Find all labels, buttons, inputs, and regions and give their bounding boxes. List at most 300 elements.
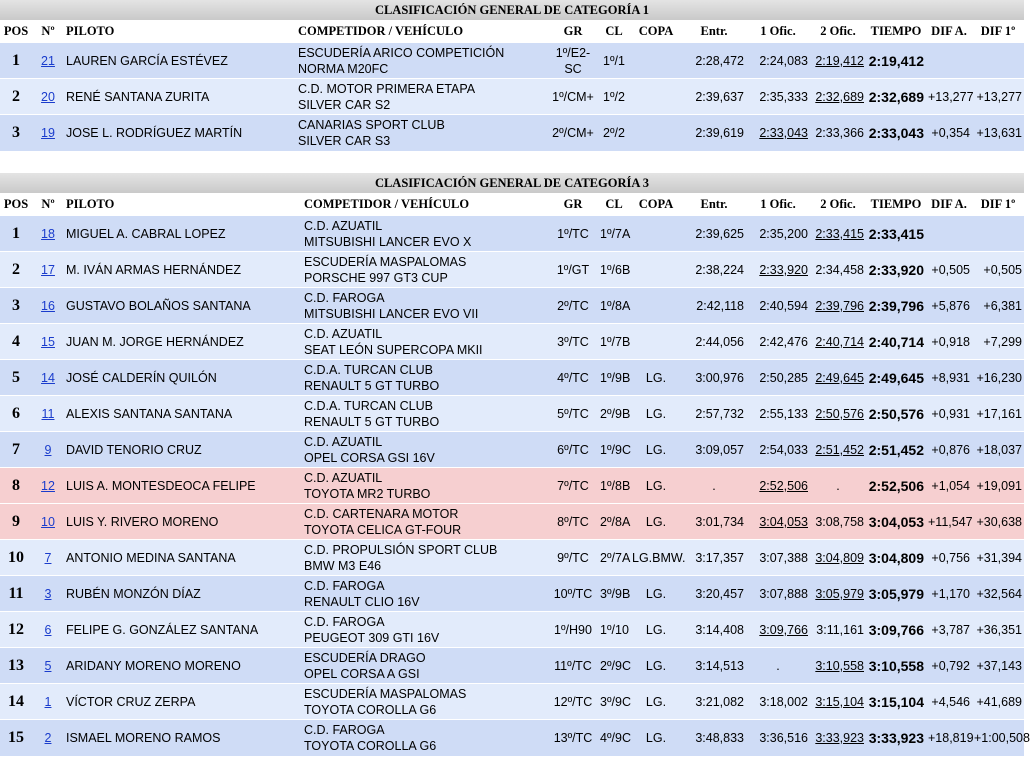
training-time-cell	[682, 684, 746, 720]
driver-number-link[interactable]: 6	[44, 622, 52, 637]
competitor-name: C.D.A. TURCAN CLUB	[304, 398, 433, 413]
class-cell: 4º/9C	[598, 720, 630, 756]
time-ofic1: 2:24,083	[759, 53, 808, 68]
official-1-time-cell	[746, 252, 810, 288]
class-cell: 2º/9C	[598, 648, 630, 684]
class-cell: 2º/9B	[598, 396, 630, 432]
official-1-time-cell	[746, 360, 810, 396]
vehicle-name: TOYOTA COROLLA G6	[304, 738, 437, 753]
time-ofic2: 3:04,809	[815, 550, 864, 565]
diff-previous-cell: +11,547	[926, 504, 972, 540]
header-num: Nº	[32, 193, 64, 216]
time-ofic2: 3:11,161	[816, 622, 864, 637]
competitor-vehicle-cell	[302, 252, 548, 288]
table-row	[0, 468, 1024, 504]
competitor-vehicle-cell	[302, 648, 548, 684]
driver-number-link[interactable]: 5	[44, 658, 52, 673]
final-time-cell: 3:04,053	[866, 504, 926, 540]
official-2-time-cell	[810, 360, 866, 396]
training-time-cell	[682, 216, 746, 252]
official-2-time-cell	[810, 216, 866, 252]
driver-number-link[interactable]: 21	[41, 53, 55, 68]
vehicle-name: SILVER CAR S2	[298, 97, 391, 112]
time-ofic1: 2:54,033	[759, 442, 808, 457]
time-ofic1: 3:04,053	[759, 514, 808, 529]
competitor-name: C.D. AZUATIL	[304, 326, 383, 341]
time-ofic1: 2:55,133	[759, 406, 808, 421]
header-ofic1: 1 Ofic.	[746, 193, 810, 216]
diff-leader-cell: +41,689	[972, 684, 1024, 720]
cup-cell: LG.	[630, 504, 682, 540]
header-difa: DIF A.	[926, 193, 972, 216]
official-2-time-cell	[810, 115, 866, 151]
training-time-cell	[682, 252, 746, 288]
driver-number-link[interactable]: 2	[44, 730, 52, 745]
time-ofic2: 3:05,979	[815, 586, 864, 601]
group-cell: 1º/TC	[548, 216, 598, 252]
time-entr: 3:48,833	[695, 730, 744, 745]
group-cell: 10º/TC	[548, 576, 598, 612]
class-cell: 2º/2	[598, 115, 630, 151]
header-gr: GR	[548, 20, 598, 43]
table-body	[0, 216, 1030, 756]
training-time-cell	[682, 648, 746, 684]
diff-leader-cell: +32,564	[972, 576, 1024, 612]
group-cell: 3º/TC	[548, 324, 598, 360]
time-entr: 2:39,619	[695, 125, 744, 140]
header-difa: DIF A.	[926, 20, 972, 43]
group-cell: 13º/TC	[548, 720, 598, 756]
header-dif1: DIF 1º	[972, 193, 1024, 216]
table-row	[0, 504, 1024, 540]
time-ofic2: .	[836, 478, 840, 493]
official-1-time-cell	[746, 468, 810, 504]
cup-cell	[630, 115, 682, 151]
official-1-time-cell	[746, 612, 810, 648]
vehicle-name: NORMA M20FC	[298, 61, 389, 76]
diff-previous-cell: +0,918	[926, 324, 972, 360]
cup-cell: LG.	[630, 396, 682, 432]
vehicle-name: SILVER CAR S3	[298, 133, 391, 148]
driver-number-link[interactable]: 14	[41, 370, 55, 385]
table-row	[0, 216, 1024, 252]
driver-name: LAUREN GARCÍA ESTÉVEZ	[64, 43, 296, 79]
driver-number-link[interactable]: 3	[44, 586, 52, 601]
training-time-cell	[682, 468, 746, 504]
time-ofic1: 2:50,285	[759, 370, 808, 385]
header-pos: POS	[0, 20, 32, 43]
vehicle-name: TOYOTA CELICA GT-FOUR	[304, 522, 462, 537]
time-ofic2: 2:33,366	[815, 125, 864, 140]
competitor-name: C.D. MOTOR PRIMERA ETAPA	[298, 81, 476, 96]
group-cell: 5º/TC	[548, 396, 598, 432]
competitor-vehicle-cell	[302, 360, 548, 396]
diff-previous-cell: +0,354	[926, 115, 972, 151]
official-2-time-cell	[810, 540, 866, 576]
driver-number-link[interactable]: 10	[41, 514, 55, 529]
final-time-cell: 2:32,689	[866, 79, 926, 115]
group-cell: 8º/TC	[548, 504, 598, 540]
driver-number-link[interactable]: 18	[41, 226, 55, 241]
table-body	[0, 43, 1024, 151]
header-ofic1: 1 Ofic.	[746, 20, 810, 43]
time-ofic1: 3:18,002	[759, 694, 808, 709]
group-cell: 1º/H90	[548, 612, 598, 648]
time-ofic1: 2:52,506	[759, 478, 808, 493]
header-entr: Entr.	[682, 193, 746, 216]
header-cl: CL	[598, 20, 630, 43]
header-copa: COPA	[630, 193, 682, 216]
final-time-cell: 3:33,923	[866, 720, 926, 756]
competitor-vehicle-cell	[296, 115, 548, 151]
time-entr: 2:39,637	[695, 89, 744, 104]
cup-cell	[630, 324, 682, 360]
driver-number-link[interactable]: 15	[41, 334, 55, 349]
official-2-time-cell	[810, 720, 866, 756]
official-1-time-cell	[746, 684, 810, 720]
header-piloto: PILOTO	[64, 193, 302, 216]
official-1-time-cell	[746, 540, 810, 576]
competitor-name: CANARIAS SPORT CLUB	[298, 117, 445, 132]
position-cell: 10	[0, 540, 32, 576]
competitor-name: C.D. FAROGA	[304, 722, 385, 737]
driver-number-link[interactable]: 20	[41, 89, 55, 104]
class-cell: 2º/8A	[598, 504, 630, 540]
diff-leader-cell	[972, 216, 1024, 252]
vehicle-name: RENAULT CLIO 16V	[304, 594, 420, 609]
final-time-cell: 3:09,766	[866, 612, 926, 648]
driver-name: ALEXIS SANTANA SANTANA	[64, 396, 302, 432]
time-entr: 2:57,732	[695, 406, 744, 421]
vehicle-name: BMW M3 E46	[304, 558, 382, 573]
cup-cell	[630, 252, 682, 288]
time-ofic2: 2:40,714	[815, 334, 864, 349]
official-2-time-cell	[810, 612, 866, 648]
driver-name: MIGUEL A. CABRAL LOPEZ	[64, 216, 302, 252]
time-ofic2: 2:34,458	[815, 262, 864, 277]
table-row	[0, 432, 1024, 468]
class-cell: 1º/9B	[598, 360, 630, 396]
final-time-cell: 3:15,104	[866, 684, 926, 720]
class-cell: 1º/8B	[598, 468, 630, 504]
vehicle-name: PORSCHE 997 GT3 CUP	[304, 270, 448, 285]
diff-previous-cell: +1,170	[926, 576, 972, 612]
time-ofic2: 3:15,104	[815, 694, 864, 709]
header-pos: POS	[0, 193, 32, 216]
position-cell: 3	[0, 288, 32, 324]
header-dif1: DIF 1º	[972, 20, 1024, 43]
cup-cell: LG.	[630, 648, 682, 684]
final-time-cell: 2:50,576	[866, 396, 926, 432]
table-row	[0, 79, 1024, 115]
group-cell: 7º/TC	[548, 468, 598, 504]
driver-name: RUBÉN MONZÓN DÍAZ	[64, 576, 302, 612]
header-row	[0, 193, 1024, 216]
category-1-table-block	[0, 0, 1024, 151]
diff-leader-cell: +37,143	[972, 648, 1024, 684]
driver-name: JOSÉ CALDERÍN QUILÓN	[64, 360, 302, 396]
position-cell: 8	[0, 468, 32, 504]
cup-cell: LG.	[630, 468, 682, 504]
official-1-time-cell	[746, 648, 810, 684]
table-row	[0, 288, 1024, 324]
competitor-vehicle-cell	[302, 288, 548, 324]
training-time-cell	[682, 576, 746, 612]
diff-previous-cell: +0,792	[926, 648, 972, 684]
time-ofic2: 2:33,415	[815, 226, 864, 241]
category-title: CLASIFICACIÓN GENERAL DE CATEGORÍA 3	[0, 173, 1024, 193]
group-cell: 1º/E2-SC	[548, 43, 598, 79]
driver-name: LUIS Y. RIVERO MORENO	[64, 504, 302, 540]
driver-name: VÍCTOR CRUZ ZERPA	[64, 684, 302, 720]
driver-name: RENÉ SANTANA ZURITA	[64, 79, 296, 115]
diff-leader-cell: +17,161	[972, 396, 1024, 432]
class-cell: 3º/9C	[598, 684, 630, 720]
diff-leader-cell: +19,091	[972, 468, 1024, 504]
vehicle-name: RENAULT 5 GT TURBO	[304, 414, 440, 429]
training-time-cell	[682, 540, 746, 576]
final-time-cell: 2:39,796	[866, 288, 926, 324]
driver-number-link[interactable]: 12	[41, 478, 55, 493]
group-cell: 4º/TC	[548, 360, 598, 396]
driver-number-link[interactable]: 19	[41, 125, 55, 140]
table-row	[0, 540, 1024, 576]
diff-leader-cell: +31,394	[972, 540, 1024, 576]
training-time-cell	[682, 360, 746, 396]
diff-leader-cell: +13,631	[972, 115, 1024, 151]
cup-cell: LG.	[630, 684, 682, 720]
final-time-cell: 3:04,809	[866, 540, 926, 576]
competitor-name: C.D.A. TURCAN CLUB	[304, 362, 433, 377]
vehicle-name: MITSUBISHI LANCER EVO X	[304, 234, 472, 249]
category-title: CLASIFICACIÓN GENERAL DE CATEGORÍA 1	[0, 0, 1024, 20]
position-cell: 9	[0, 504, 32, 540]
time-ofic1: 2:33,043	[759, 125, 808, 140]
time-ofic2: 3:10,558	[815, 658, 864, 673]
official-2-time-cell	[810, 504, 866, 540]
official-2-time-cell	[810, 432, 866, 468]
table-row	[0, 396, 1024, 432]
header-entr: Entr.	[682, 20, 746, 43]
cup-cell: LG.	[630, 360, 682, 396]
diff-leader-cell: +16,230	[972, 360, 1024, 396]
time-ofic2: 2:49,645	[815, 370, 864, 385]
time-ofic1: 3:09,766	[759, 622, 808, 637]
diff-leader-cell: +7,299	[972, 324, 1024, 360]
header-piloto: PILOTO	[64, 20, 296, 43]
final-time-cell: 2:33,920	[866, 252, 926, 288]
table-row	[0, 43, 1024, 79]
cup-cell	[630, 288, 682, 324]
table-row	[0, 360, 1024, 396]
table-row	[0, 684, 1024, 720]
competitor-vehicle-cell	[302, 684, 548, 720]
cup-cell: LG.BMW.	[630, 540, 682, 576]
diff-leader-cell	[972, 43, 1024, 79]
official-1-time-cell	[746, 324, 810, 360]
training-time-cell	[682, 115, 746, 151]
official-2-time-cell	[810, 576, 866, 612]
diff-previous-cell: +18,819	[926, 720, 972, 756]
diff-previous-cell: +5,876	[926, 288, 972, 324]
time-entr: 3:17,357	[695, 550, 744, 565]
diff-leader-cell: +1:00,508	[972, 720, 1024, 756]
vehicle-name: PEUGEOT 309 GTI 16V	[304, 630, 440, 645]
time-ofic2: 2:32,689	[815, 89, 864, 104]
time-entr: 2:38,224	[695, 262, 744, 277]
official-2-time-cell	[810, 288, 866, 324]
official-1-time-cell	[746, 720, 810, 756]
driver-name: M. IVÁN ARMAS HERNÁNDEZ	[64, 252, 302, 288]
position-cell: 14	[0, 684, 32, 720]
competitor-vehicle-cell	[302, 432, 548, 468]
driver-number-link[interactable]: 16	[41, 298, 55, 313]
competitor-name: C.D. AZUATIL	[304, 434, 383, 449]
vehicle-name: RENAULT 5 GT TURBO	[304, 378, 440, 393]
header-gr: GR	[548, 193, 598, 216]
competitor-vehicle-cell	[302, 396, 548, 432]
driver-name: JOSE L. RODRÍGUEZ MARTÍN	[64, 115, 296, 151]
time-ofic1: 3:07,388	[759, 550, 808, 565]
diff-previous-cell: +13,277	[926, 79, 972, 115]
classification-table	[0, 193, 1030, 756]
driver-number-link[interactable]: 11	[41, 406, 55, 421]
header-competidor: COMPETIDOR / VEHÍCULO	[302, 193, 548, 216]
official-2-time-cell	[810, 79, 866, 115]
official-1-time-cell	[746, 216, 810, 252]
competitor-name: ESCUDERÍA ARICO COMPETICIÓN	[298, 45, 505, 60]
time-ofic1: 2:33,920	[759, 262, 808, 277]
driver-number-link[interactable]: 7	[44, 550, 52, 565]
training-time-cell	[682, 504, 746, 540]
time-entr: 2:28,472	[695, 53, 744, 68]
position-cell: 1	[0, 216, 32, 252]
driver-number-link[interactable]: 9	[44, 442, 52, 457]
cup-cell: LG.	[630, 612, 682, 648]
position-cell: 2	[0, 79, 32, 115]
official-1-time-cell	[746, 288, 810, 324]
competitor-name: C.D. AZUATIL	[304, 470, 383, 485]
cup-cell	[630, 216, 682, 252]
diff-previous-cell: +8,931	[926, 360, 972, 396]
official-2-time-cell	[810, 468, 866, 504]
class-cell: 1º/10	[598, 612, 630, 648]
position-cell: 15	[0, 720, 32, 756]
group-cell: 2º/TC	[548, 288, 598, 324]
class-cell: 2º/7A	[598, 540, 630, 576]
group-cell: 12º/TC	[548, 684, 598, 720]
driver-name: DAVID TENORIO CRUZ	[64, 432, 302, 468]
class-cell: 1º/8A	[598, 288, 630, 324]
competitor-name: C.D. PROPULSIÓN SPORT CLUB	[304, 542, 498, 557]
driver-name: GUSTAVO BOLAÑOS SANTANA	[64, 288, 302, 324]
header-cl: CL	[598, 193, 630, 216]
diff-leader-cell: +13,277	[972, 79, 1024, 115]
diff-leader-cell: +30,638	[972, 504, 1024, 540]
final-time-cell: 2:40,714	[866, 324, 926, 360]
time-ofic2: 2:19,412	[815, 53, 864, 68]
time-entr: 2:42,118	[696, 298, 744, 313]
time-entr: 3:20,457	[695, 586, 744, 601]
final-time-cell: 3:10,558	[866, 648, 926, 684]
official-1-time-cell	[746, 576, 810, 612]
competitor-vehicle-cell	[302, 612, 548, 648]
category-3-table-block	[0, 173, 1030, 756]
driver-number-link[interactable]: 1	[44, 694, 52, 709]
competitor-vehicle-cell	[302, 540, 548, 576]
competitor-vehicle-cell	[302, 504, 548, 540]
official-1-time-cell	[746, 43, 810, 79]
time-entr: 3:00,976	[695, 370, 744, 385]
cup-cell: LG.	[630, 576, 682, 612]
training-time-cell	[682, 720, 746, 756]
class-cell: 1º/7B	[598, 324, 630, 360]
training-time-cell	[682, 432, 746, 468]
class-cell: 1º/1	[598, 43, 630, 79]
driver-number-link[interactable]: 17	[41, 262, 55, 277]
competitor-name: C.D. AZUATIL	[304, 218, 383, 233]
final-time-cell: 2:52,506	[866, 468, 926, 504]
official-1-time-cell	[746, 432, 810, 468]
training-time-cell	[682, 43, 746, 79]
training-time-cell	[682, 396, 746, 432]
official-2-time-cell	[810, 648, 866, 684]
table-row	[0, 576, 1024, 612]
position-cell: 3	[0, 115, 32, 151]
time-ofic1: 2:35,333	[759, 89, 808, 104]
driver-name: ARIDANY MORENO MORENO	[64, 648, 302, 684]
table-row	[0, 648, 1024, 684]
official-2-time-cell	[810, 43, 866, 79]
final-time-cell: 2:33,043	[866, 115, 926, 151]
header-copa: COPA	[630, 20, 682, 43]
group-cell: 9º/TC	[548, 540, 598, 576]
position-cell: 5	[0, 360, 32, 396]
time-ofic1: 3:07,888	[759, 586, 808, 601]
time-ofic1: 2:35,200	[759, 226, 808, 241]
time-entr: 3:01,734	[695, 514, 744, 529]
time-ofic2: 3:33,923	[815, 730, 864, 745]
class-cell: 1º/2	[598, 79, 630, 115]
time-ofic2: 2:51,452	[815, 442, 864, 457]
time-entr: 3:14,513	[695, 658, 744, 673]
time-entr: 3:14,408	[695, 622, 744, 637]
driver-name: JUAN M. JORGE HERNÁNDEZ	[64, 324, 302, 360]
header-ofic2: 2 Ofic.	[810, 193, 866, 216]
vehicle-name: TOYOTA COROLLA G6	[304, 702, 437, 717]
header-tiempo: TIEMPO	[866, 193, 926, 216]
vehicle-name: OPEL CORSA A GSI	[304, 666, 420, 681]
cup-cell: LG.	[630, 432, 682, 468]
official-2-time-cell	[810, 396, 866, 432]
diff-previous-cell: +0,505	[926, 252, 972, 288]
driver-name: ANTONIO MEDINA SANTANA	[64, 540, 302, 576]
driver-name: LUIS A. MONTESDEOCA FELIPE	[64, 468, 302, 504]
training-time-cell	[682, 288, 746, 324]
position-cell: 4	[0, 324, 32, 360]
vehicle-name: SEAT LEÓN SUPERCOPA MKII	[304, 342, 483, 357]
competitor-name: ESCUDERÍA MASPALOMAS	[304, 254, 467, 269]
table-row	[0, 720, 1024, 756]
table-row	[0, 252, 1024, 288]
cup-cell	[630, 43, 682, 79]
diff-previous-cell	[926, 216, 972, 252]
vehicle-name: MITSUBISHI LANCER EVO VII	[304, 306, 479, 321]
vehicle-name: OPEL CORSA GSI 16V	[304, 450, 435, 465]
time-entr: 3:09,057	[695, 442, 744, 457]
diff-leader-cell: +6,381	[972, 288, 1024, 324]
header-tiempo: TIEMPO	[866, 20, 926, 43]
